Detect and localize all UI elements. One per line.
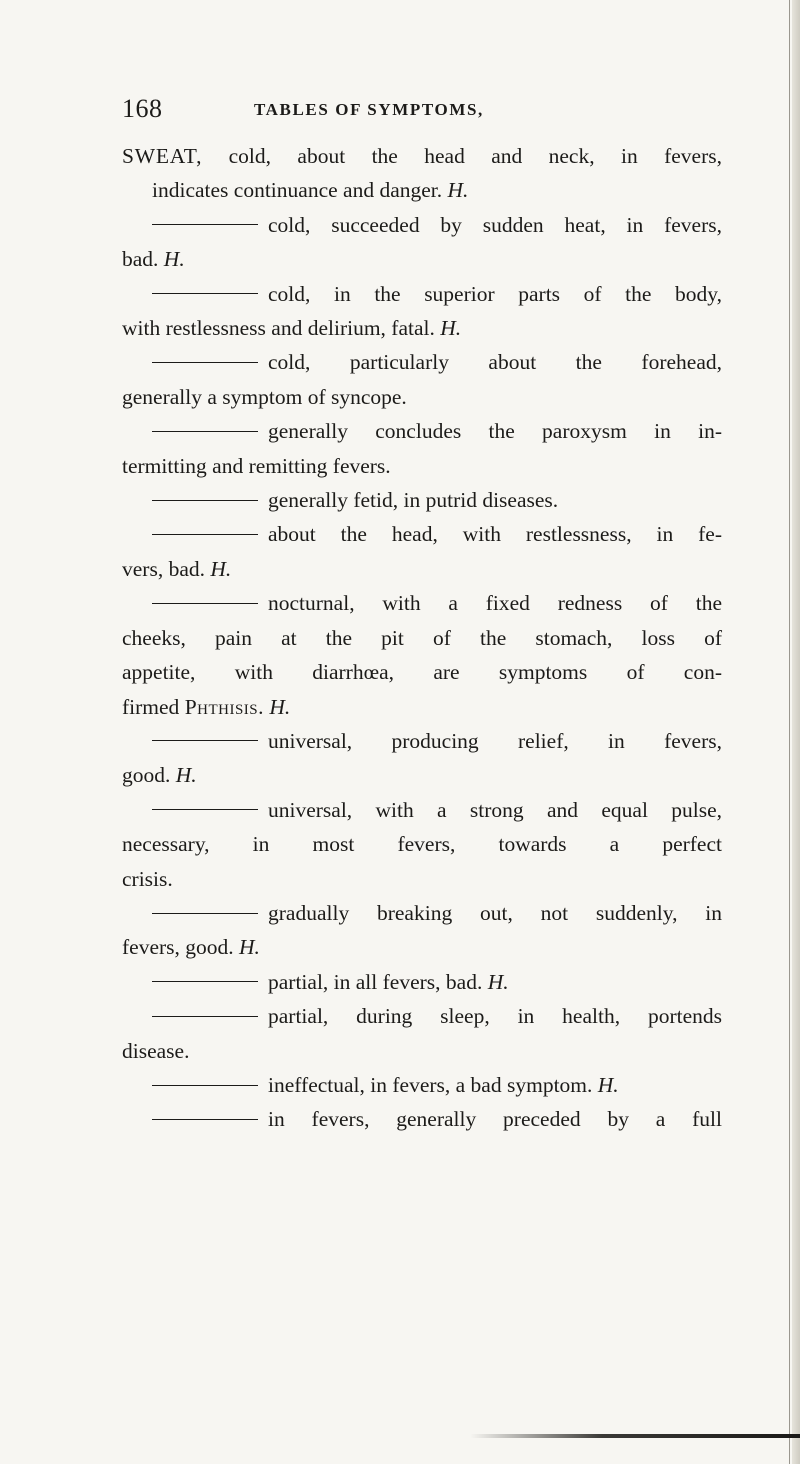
- ditto-dash: [152, 293, 258, 294]
- ditto-dash: [152, 981, 258, 982]
- text-line: gradually breaking out, not suddenly, in: [122, 896, 722, 930]
- text-line: with restlessness and delirium, fatal. H.: [122, 316, 462, 341]
- entry-sweat-nocturnal: [122, 586, 722, 724]
- text-line: crisis.: [122, 866, 173, 891]
- page-edge-shadow: [792, 0, 800, 1464]
- text-line: good. H.: [122, 763, 197, 788]
- entry-sweat-partial-fevers: [122, 965, 722, 999]
- entry-sweat-cold-head-neck: [122, 139, 722, 208]
- text-line: cold, succeeded by sudden heat, in fevers,: [122, 208, 722, 242]
- entry-sweat-gradually: [122, 896, 722, 965]
- entry-sweat-universal-relief: [122, 724, 722, 793]
- entry-sweat-cold-superior-parts: [122, 277, 722, 346]
- text-line: bad. H.: [122, 247, 185, 272]
- page-bottom-shadow: [470, 1434, 800, 1438]
- headword: SWEAT,: [122, 144, 203, 168]
- ditto-dash: [152, 809, 258, 810]
- text-line: ineffectual, in fevers, a bad symptom. H.: [122, 1068, 722, 1102]
- text-line: partial, in all fevers, bad. H.: [122, 965, 722, 999]
- author-mark: H.: [163, 247, 185, 272]
- text-line: termitting and remitting fevers.: [122, 453, 391, 478]
- ditto-dash: [152, 224, 258, 225]
- text-line: cold, in the superior parts of the body,: [122, 277, 722, 311]
- text-line: universal, with a strong and equal pulse,: [122, 793, 722, 827]
- symptom-table-text: [122, 139, 722, 1137]
- text-line: appetite, with diarrhœa, are symptoms of con-: [122, 660, 722, 685]
- author-mark: H.: [440, 316, 462, 341]
- ditto-dash: [152, 1119, 258, 1120]
- page-number: 168: [122, 94, 163, 123]
- author-mark: H.: [597, 1072, 619, 1097]
- ditto-dash: [152, 603, 258, 604]
- text-line: SWEAT, cold, about the head and neck, in fevers,: [122, 144, 722, 168]
- entry-sweat-universal-pulse: [122, 793, 722, 896]
- text-line: disease.: [122, 1038, 190, 1063]
- text-line: in fevers, generally preceded by a full: [122, 1102, 722, 1136]
- text-line: about the head, with restlessness, in fe-: [122, 517, 722, 551]
- entry-sweat-cold-forehead: [122, 345, 722, 414]
- entry-sweat-preceded: [122, 1102, 722, 1136]
- text-line: cold, particularly about the forehead,: [122, 345, 722, 379]
- ditto-dash: [152, 500, 258, 501]
- running-head: TABLES OF SYMPTOMS,: [254, 100, 484, 119]
- author-mark: H.: [175, 763, 197, 788]
- author-mark: H.: [210, 556, 232, 581]
- author-mark: H.: [487, 969, 509, 994]
- ditto-dash: [152, 913, 258, 914]
- text-line: partial, during sleep, in health, portends: [122, 999, 722, 1033]
- entry-sweat-ineffectual: [122, 1068, 722, 1102]
- text-line: vers, bad. H.: [122, 556, 232, 581]
- author-mark: H.: [269, 694, 291, 719]
- text-line: generally concludes the paroxysm in in-: [122, 414, 722, 448]
- ditto-dash: [152, 362, 258, 363]
- entry-sweat-partial-sleep: [122, 999, 722, 1068]
- author-mark: H.: [447, 178, 469, 203]
- entry-sweat-cold-succeeded-heat: [122, 208, 722, 277]
- text-line: cheeks, pain at the pit of the stomach, loss of: [122, 625, 722, 650]
- entry-sweat-fetid: [122, 483, 722, 517]
- text-line: fevers, good. H.: [122, 935, 260, 960]
- text-line: firmed Phthisis. H.: [122, 694, 291, 719]
- text-line: universal, producing relief, in fevers,: [122, 724, 722, 758]
- ditto-dash: [152, 1085, 258, 1086]
- entry-sweat-about-head: [122, 517, 722, 586]
- text-line: generally a symptom of syncope.: [122, 384, 407, 409]
- author-mark: H.: [239, 935, 260, 960]
- ditto-dash: [152, 431, 258, 432]
- ditto-dash: [152, 534, 258, 535]
- ditto-dash: [152, 740, 258, 741]
- page-header: [122, 94, 722, 134]
- entry-sweat-concludes-paroxysm: [122, 414, 722, 483]
- text-line: indicates continuance and danger. H.: [152, 178, 469, 203]
- ditto-dash: [152, 1016, 258, 1017]
- text-line: generally fetid, in putrid diseases.: [122, 483, 722, 517]
- text-line: nocturnal, with a fixed redness of the: [122, 586, 722, 620]
- disease-name: Phthisis.: [184, 694, 265, 719]
- text-line: necessary, in most fevers, towards a perfect: [122, 832, 722, 857]
- page-edge-line: [789, 0, 790, 1464]
